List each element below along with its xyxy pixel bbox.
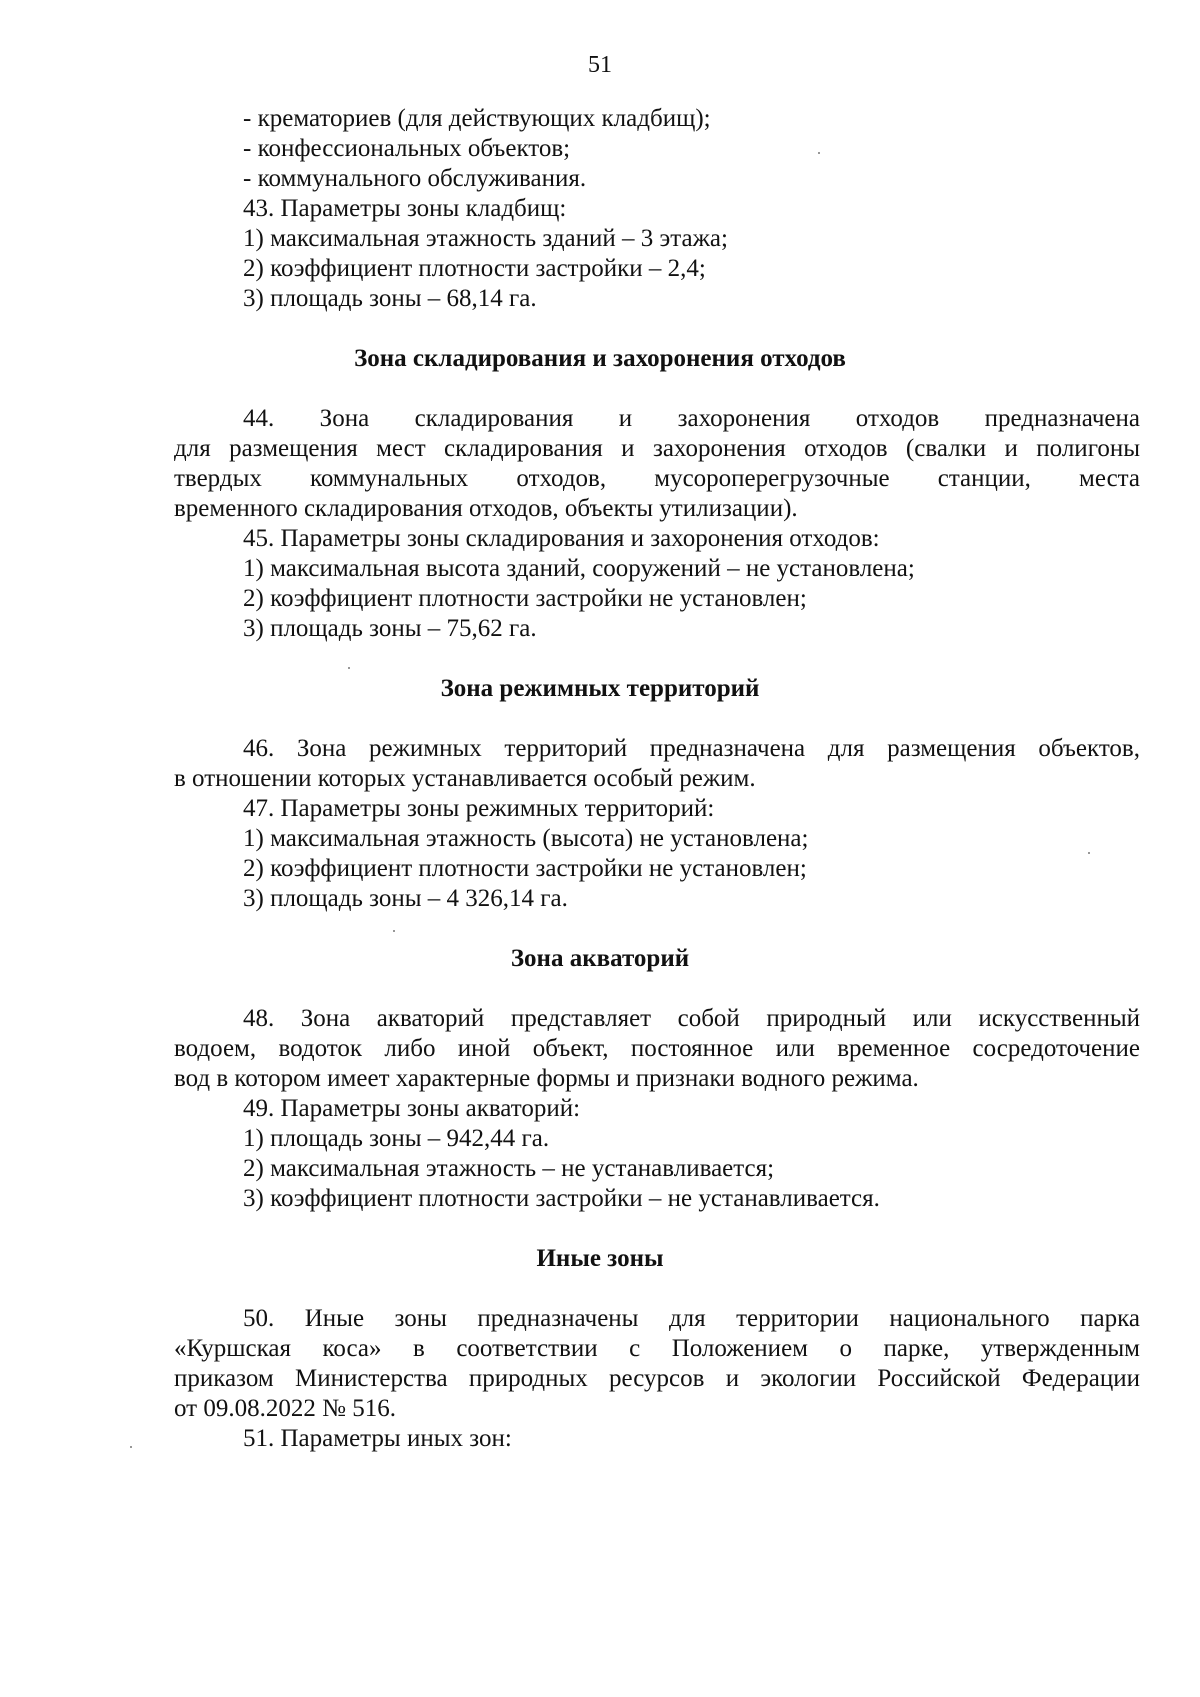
paragraph-line: 44. Зона складирования и захоронения отходов предназначена (243, 405, 1140, 432)
list-item: - коммунального обслуживания. (243, 165, 587, 192)
section-heading-water: Зона акваторий (510, 945, 690, 972)
scan-speck (348, 667, 350, 669)
list-item: 1) площадь зоны – 942,44 га. (243, 1125, 550, 1152)
list-item: - конфессиональных объектов; (243, 135, 571, 162)
paragraph-line: водоем, водоток либо иной объект, постоянное или временное сосредоточение (174, 1035, 1140, 1062)
list-item: 3) площадь зоны – 4 326,14 га. (243, 885, 568, 912)
scan-speck (130, 1446, 132, 1448)
list-item: 3) коэффициент плотности застройки – не устанавливается. (243, 1185, 880, 1212)
scan-speck (393, 930, 395, 932)
paragraph-line: твердых коммунальных отходов, мусороперегрузочные станции, места (174, 465, 1140, 492)
list-item: 3) площадь зоны – 75,62 га. (243, 615, 537, 642)
list-item: 2) коэффициент плотности застройки не установлен; (243, 855, 807, 882)
paragraph-line: приказом Министерства природных ресурсов и экологии Российской Федерации (174, 1365, 1140, 1392)
scan-speck (818, 152, 820, 154)
list-item: 2) коэффициент плотности застройки не установлен; (243, 585, 807, 612)
section-heading-regime: Зона режимных территорий (440, 675, 760, 702)
section-heading-waste: Зона складирования и захоронения отходов (354, 345, 846, 372)
list-item: 2) максимальная этажность – не устанавливается; (243, 1155, 775, 1182)
paragraph-line: временного складирования отходов, объекты утилизации). (174, 495, 798, 522)
paragraph-line: 48. Зона акваторий представляет собой природный или искусственный (243, 1005, 1140, 1032)
section-heading-other: Иные зоны (536, 1245, 664, 1272)
clause-47-heading: 47. Параметры зоны режимных территорий: (243, 795, 715, 822)
list-item: 3) площадь зоны – 68,14 га. (243, 285, 537, 312)
clause-43-heading: 43. Параметры зоны кладбищ: (243, 195, 567, 222)
paragraph-line: для размещения мест складирования и захоронения отходов (свалки и полигоны (174, 435, 1140, 462)
paragraph-line: от 09.08.2022 № 516. (174, 1395, 396, 1422)
paragraph-line: «Куршская коса» в соответствии с Положением о парке, утвержденным (174, 1335, 1140, 1362)
list-item: 2) коэффициент плотности застройки – 2,4; (243, 255, 706, 282)
paragraph-line: 50. Иные зоны предназначены для территории национального парка (243, 1305, 1140, 1332)
clause-49-heading: 49. Параметры зоны акваторий: (243, 1095, 581, 1122)
list-item: 1) максимальная этажность (высота) не установлена; (243, 825, 809, 852)
paragraph-line: в отношении которых устанавливается особый режим. (174, 765, 756, 792)
list-item: 1) максимальная этажность зданий – 3 этажа; (243, 225, 728, 252)
clause-51-heading: 51. Параметры иных зон: (243, 1425, 512, 1452)
list-item: - крематориев (для действующих кладбищ); (243, 105, 711, 132)
page-number: 51 (588, 52, 612, 78)
paragraph-line: вод в котором имеет характерные формы и признаки водного режима. (174, 1065, 919, 1092)
scan-speck (1088, 852, 1090, 854)
paragraph-line: 46. Зона режимных территорий предназначена для размещения объектов, (243, 735, 1140, 762)
list-item: 1) максимальная высота зданий, сооружений – не установлена; (243, 555, 915, 582)
clause-45-heading: 45. Параметры зоны складирования и захоронения отходов: (243, 525, 880, 552)
